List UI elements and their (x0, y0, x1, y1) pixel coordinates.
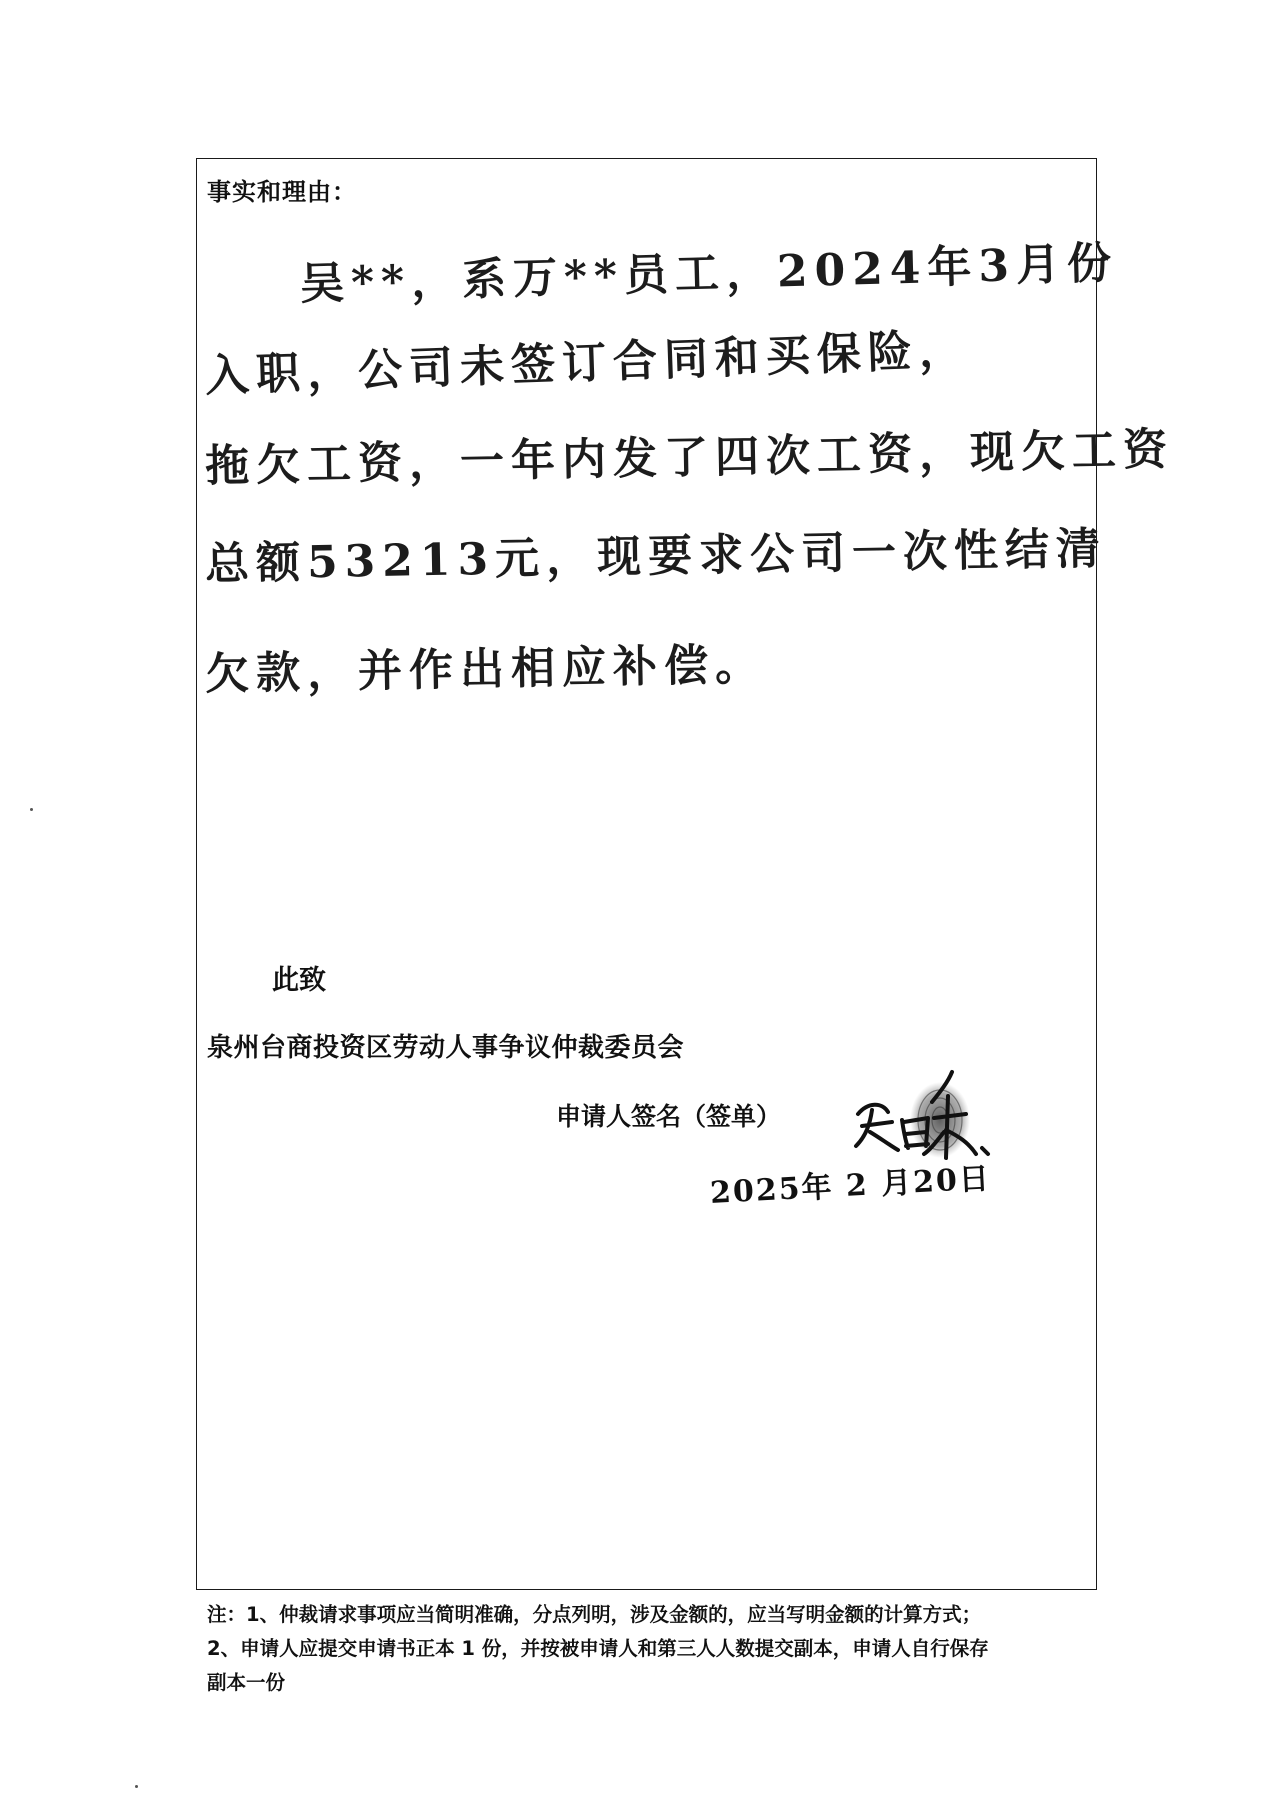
footnote-line-1: 注：1、仲裁请求事项应当简明准确，分点列明，涉及金额的，应当写明金额的计算方式； (207, 1603, 982, 1626)
footnotes (207, 1598, 1107, 1700)
recipient-committee: 泉州台商投资区劳动人事争议仲裁委员会 (207, 1033, 685, 1063)
handwritten-line-2: 入职，公司未签订合同和买保险， (204, 324, 971, 402)
handwritten-line-5: 欠款，并作出相应补偿。 (204, 639, 767, 700)
handwritten-line-3: 拖欠工资，一年内发了四次工资，现欠工资 (204, 424, 1175, 492)
scan-speck (30, 808, 33, 811)
application-date: 2025年 2 月20日 (709, 1161, 992, 1211)
handwritten-line-4: 总额53213元，现要求公司一次性结清 (204, 523, 1108, 590)
closing-salutation: 此致 (272, 965, 326, 996)
facts-and-reasons-label: 事实和理由： (207, 178, 357, 206)
footnote-line-2: 2、申请人应提交申请书正本 1 份，并按被申请人和第三人人数提交副本，申请人自行保存 (207, 1637, 989, 1660)
handwritten-line-1: 吴**，系万**员工，2024年3月份 (299, 237, 1119, 310)
signature-label: 申请人签名（签单） (556, 1102, 782, 1131)
footnote-line-3: 副本一份 (207, 1671, 286, 1694)
scan-speck (135, 1785, 138, 1788)
